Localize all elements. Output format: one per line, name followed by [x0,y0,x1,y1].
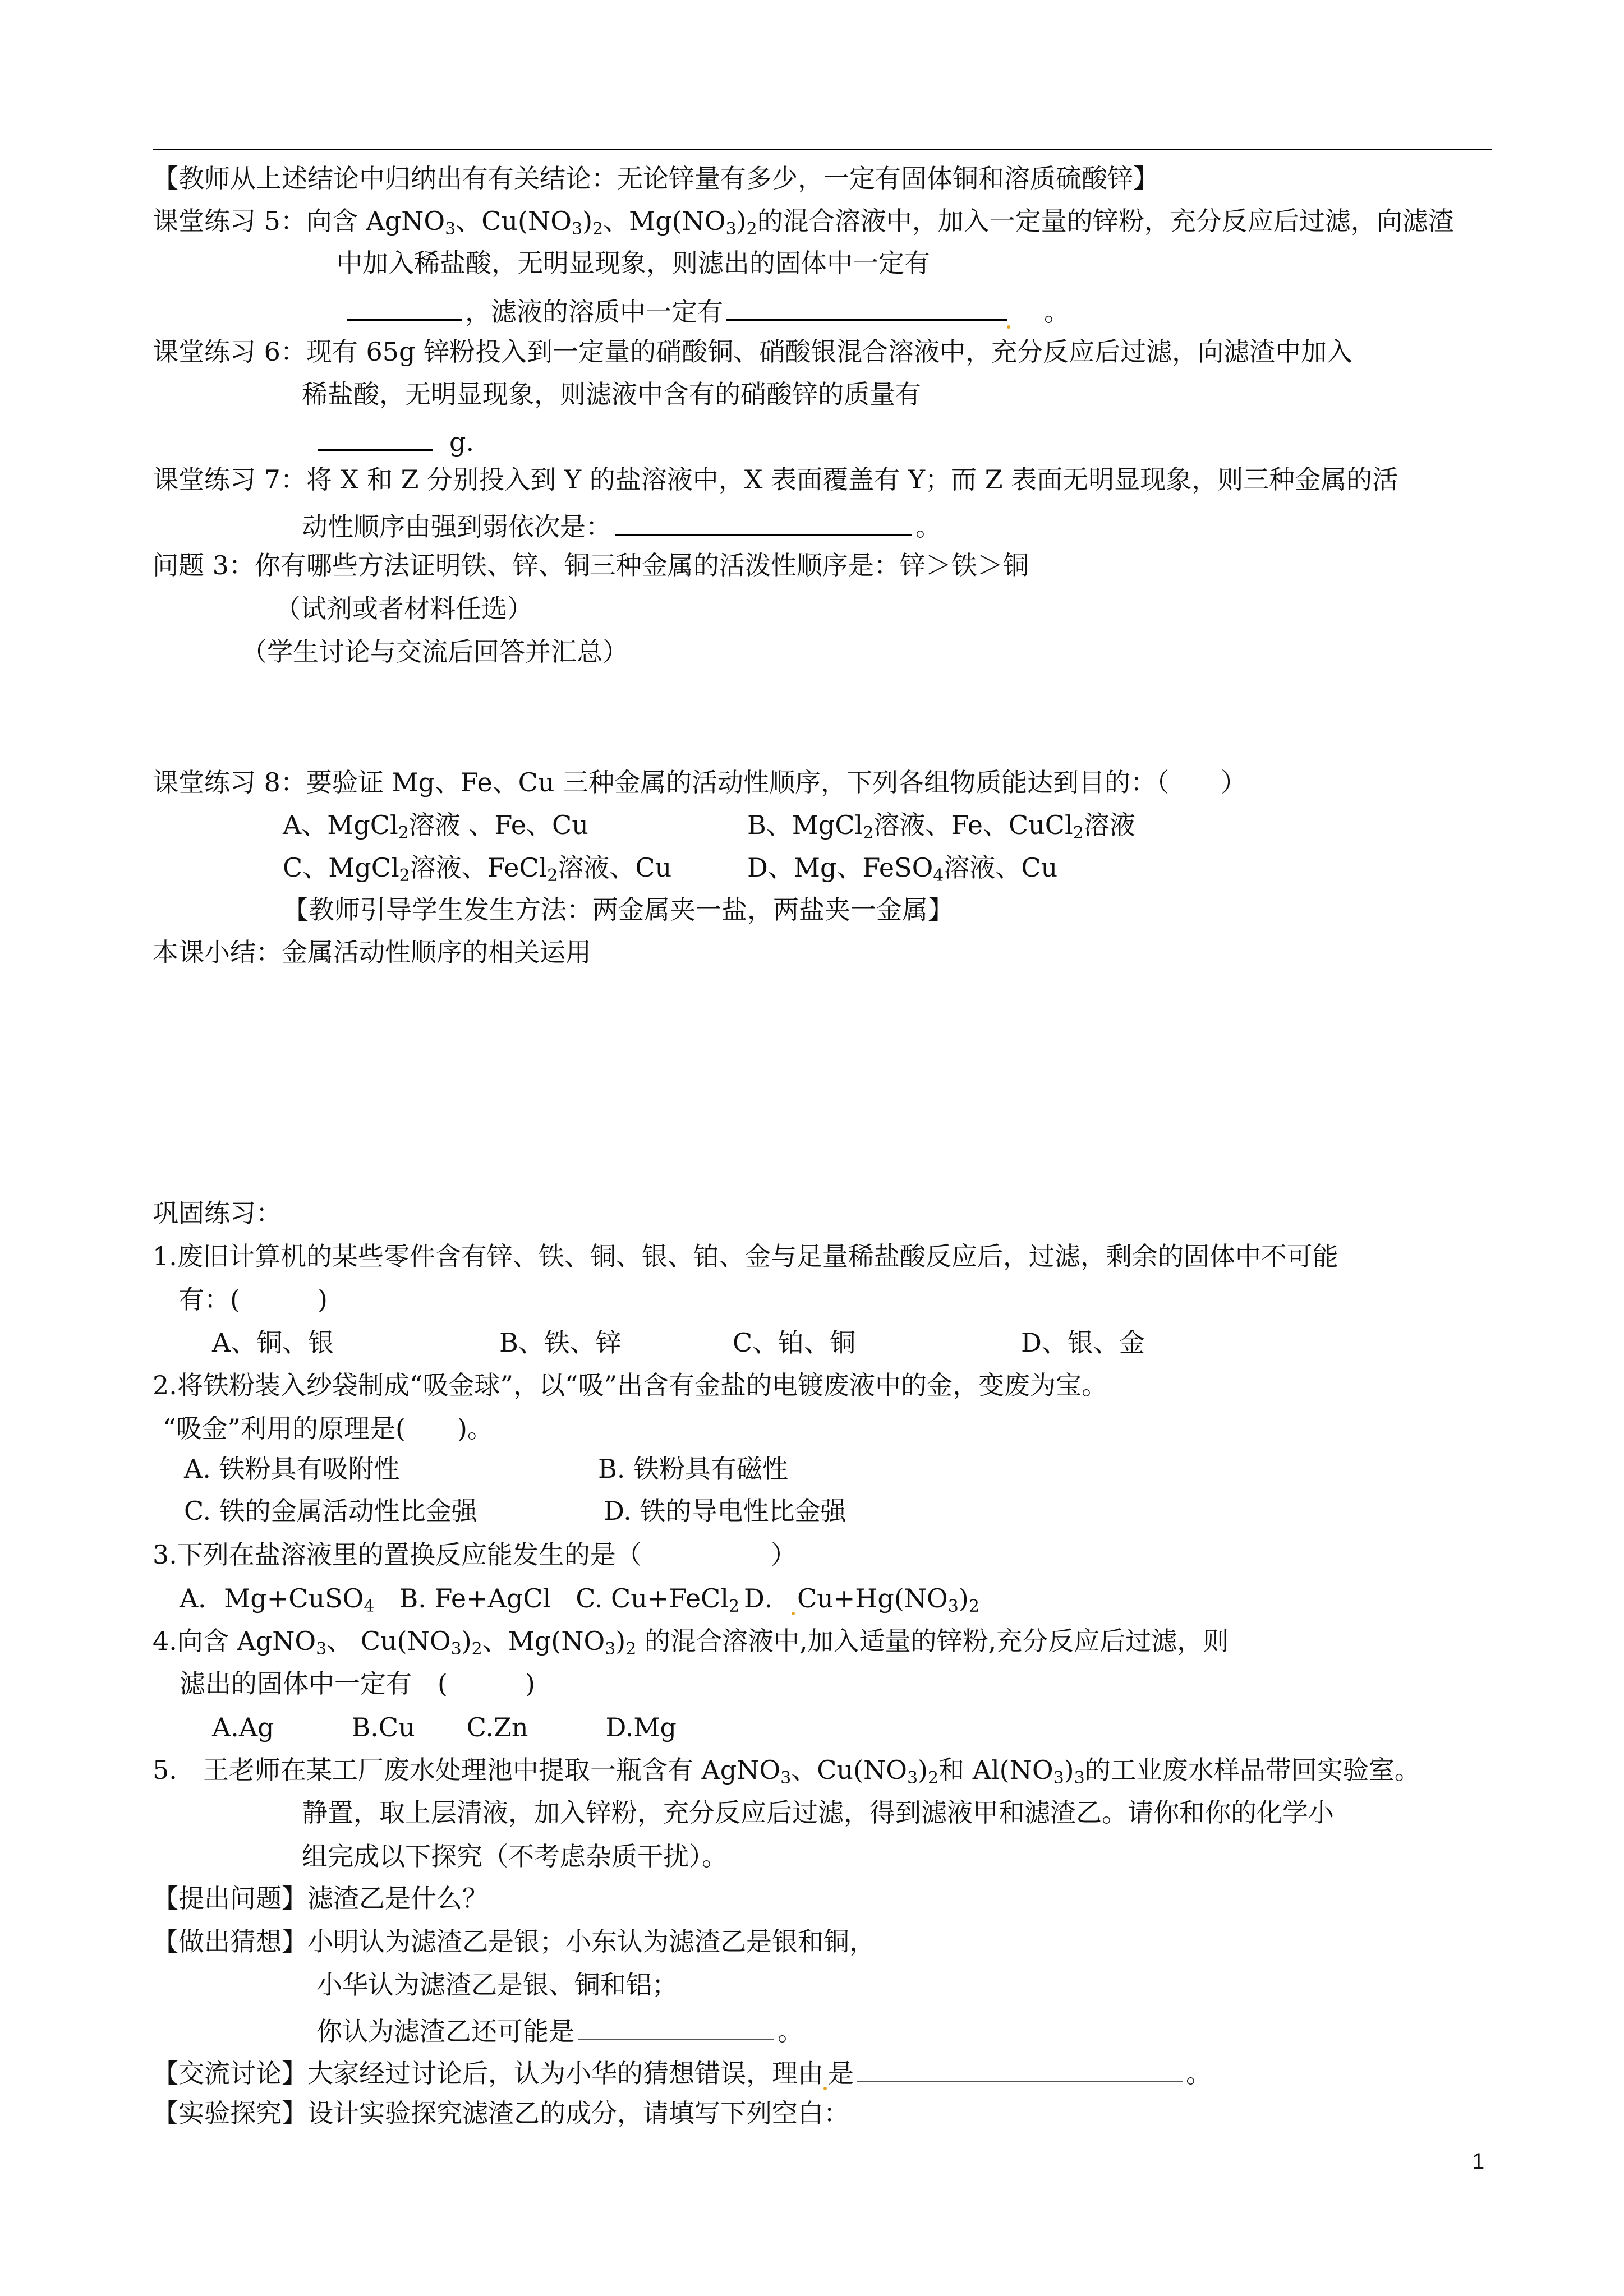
question-3-line-2: （试剂或者材料任选） [275,593,533,624]
problem-5-question: 【提出问题】滤渣乙是什么？ [153,1883,488,1914]
page-number: 1 [1472,2149,1485,2174]
problem-4-stem-2: 滤出的固体中一定有 ( ) [180,1668,535,1699]
exercise-5-line-3: ，滤液的溶质中一定有 。 [343,291,1070,329]
problem-2-stem: 2.将铁粉装入纱袋制成“吸金球”，以“吸”出含有金盐的电镀废液中的金，变废为宝。 [153,1370,1107,1400]
lesson-summary: 本课小结：金属活动性顺序的相关运用 [153,937,591,967]
exercise-8-teacher-tip: 【教师引导学生发生方法：两金属夹一盐，两盐夹一金属】 [283,895,954,925]
problem-5-guess-1: 【做出猜想】小明认为滤渣乙是银；小东认为滤渣乙是银和铜， [153,1926,875,1957]
problem-3-options: A．Mg+CuSO$_4$ B. Fe+AgCl C. Cu+FeCl$_2$ D． $Cu+Hg(NO_3)_2$ [180,1583,979,1616]
mark-dot [823,2087,827,2090]
answer-blank[interactable] [578,2011,774,2040]
problem-5-discussion: 【交流讨论】大家经过讨论后，认为小华的猜想错误，理由 是 。 [153,2053,1212,2090]
question-3-line-1: 问题 3：你有哪些方法证明铁、锌、铜三种金属的活泼性顺序是：锌＞铁＞铜 [153,550,1029,580]
exercise-8-option-c: C、MgCl$_2$溶液、FeCl$_2$溶液、Cu [283,852,672,886]
exercise-6-line-3: g. [314,421,474,459]
answer-blank[interactable] [318,421,433,451]
problem-5-stem-3: 组完成以下探究（不考虑杂质干扰）。 [302,1841,728,1871]
problem-2-stem-2: “吸金”利用的原理是( )。 [163,1413,493,1444]
problem-5-guess-3: 你认为滤渣乙还可能是 。 [316,2011,803,2048]
mark-dot [1007,325,1010,329]
problem-5-stem: 5. 王老师在某工厂废水处理池中提取一瓶含有 AgNO$_3$、$Cu(NO_3)_2$和 $Al(NO_3)_3$的工业废水样品带回实验室。 [153,1755,1420,1788]
exercise-8-option-b: B、MgCl$_2$溶液、Fe、CuCl$_2$溶液 [747,810,1135,843]
problem-3-stem: 3.下列在盐溶液里的置换反应能发生的是（ ） [153,1539,797,1570]
header-rule [153,149,1492,150]
problem-2-option-d: D. 铁的导电性比金强 [604,1496,846,1526]
question-3-line-3: （学生讨论与交流后回答并汇总） [241,637,628,667]
problem-2-option-c: C. 铁的金属活动性比金强 [184,1496,477,1526]
problem-1-option-d: D、银、金 [1021,1327,1145,1358]
problem-1-option-a: A、铜、银 [212,1327,334,1358]
mark-dot [792,1612,795,1615]
exercise-5-line-2: 中加入稀盐酸，无明显现象，则滤出的固体中一定有 [337,248,930,278]
answer-blank[interactable] [857,2053,1183,2082]
answer-blank[interactable] [615,506,912,536]
problem-5-experiment: 【实验探究】设计实验探究滤渣乙的成分，请填写下列空白： [153,2098,849,2128]
consolidation-title: 巩固练习： [153,1198,282,1228]
exercise-8-option-a: A、MgCl$_2$溶液 、Fe、Cu [283,810,588,843]
answer-blank[interactable] [347,291,462,321]
problem-1-option-c: C、铂、铜 [733,1327,856,1358]
exercise-6-line-2: 稀盐酸，无明显现象，则滤液中含有的硝酸锌的质量有 [302,379,921,409]
exercise-6-line-1: 课堂练习 6：现有 65g 锌粉投入到一定量的硝酸铜、硝酸银混合溶液中，充分反应后过滤，向滤渣中加入 [153,336,1353,367]
problem-2-option-a: A. 铁粉具有吸附性 [184,1454,400,1484]
problem-1-stem: 1.废旧计算机的某些零件含有锌、铁、铜、银、铂、金与足量稀盐酸反应后，过滤，剩余的固体中不可能 [153,1241,1338,1271]
teacher-conclusion: 【教师从上述结论中归纳出有有关结论：无论锌量有多少，一定有固体铜和溶质硫酸锌】 [153,163,1159,193]
exercise-7-line-1: 课堂练习 7：将 X 和 Z 分别投入到 Y 的盐溶液中，X 表面覆盖有 Y；而 Z 表面无明显现象，则三种金属的活 [153,464,1398,495]
problem-4-stem: 4.向含 AgNO$_3$、 $Cu(NO_3)_2$、$Mg(NO_3)_2$ 的混合溶液中,加入适量的锌粉,充分反应后过滤，则 [153,1626,1229,1659]
problem-2-option-b: B. 铁粉具有磁性 [598,1454,789,1484]
exercise-8-option-d: D、Mg、FeSO$_4$溶液、Cu [747,852,1058,886]
exercise-7-line-2: 动性顺序由强到弱依次是： 。 [302,506,941,543]
problem-1-stem-2: 有：( ) [178,1284,328,1315]
problem-5-guess-2: 小华认为滤渣乙是银、铜和铝； [316,1970,678,2000]
problem-5-stem-2: 静置，取上层清液，加入锌粉，充分反应后过滤，得到滤液甲和滤渣乙。请你和你的化学小 [302,1797,1334,1828]
answer-blank[interactable] [726,291,1007,321]
problem-4-options: A.Ag B.Cu C.Zn D.Mg [212,1712,677,1742]
exercise-8-stem: 课堂练习 8：要验证 Mg、Fe、Cu 三种金属的活动性顺序，下列各组物质能达到目的：（ ） [153,767,1247,797]
exercise-5-line-1: 课堂练习 5：向含 AgNO$_3$、$Cu(NO_3)_2$、$Mg(NO_3)_2$的混合溶液中，加入一定量的锌粉，充分反应后过滤，向滤渣 [153,206,1454,239]
problem-1-option-b: B、铁、锌 [499,1327,622,1358]
